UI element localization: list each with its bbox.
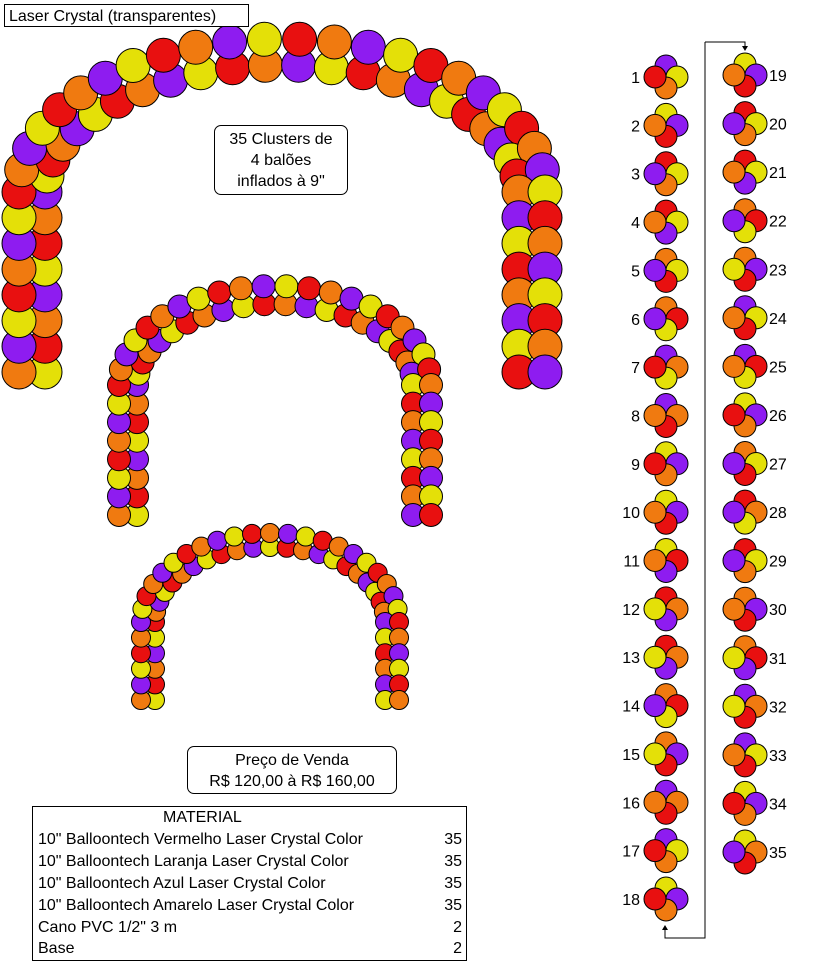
arch-medium xyxy=(108,275,443,527)
cluster-balloon xyxy=(644,743,666,765)
arch-balloon xyxy=(319,281,342,304)
material-qty: 35 xyxy=(444,875,462,892)
material-name: Cano PVC 1/2" 3 m xyxy=(38,919,178,936)
cluster-balloon xyxy=(644,66,666,88)
cluster-note-line1: 35 Clusters de xyxy=(229,131,333,148)
arch-balloon xyxy=(247,22,281,56)
arch-balloon xyxy=(146,38,180,72)
cluster-number: 8 xyxy=(631,408,640,426)
cluster-number: 34 xyxy=(769,796,787,814)
cluster-note-line2: 4 balões xyxy=(250,152,312,169)
material-name: 10" Balloontech Amarelo Laser Crystal Color xyxy=(38,897,355,914)
cluster-balloon xyxy=(644,598,666,620)
arch-balloon xyxy=(317,25,351,59)
cluster-number: 18 xyxy=(622,892,640,909)
cluster-balloon xyxy=(644,308,666,330)
cluster-balloon xyxy=(644,550,666,572)
cluster-number: 24 xyxy=(769,310,787,328)
cluster-balloon xyxy=(644,646,666,668)
arch-balloon xyxy=(420,504,443,527)
cluster-number: 1 xyxy=(631,70,640,87)
cluster-balloon xyxy=(644,791,666,813)
arch-small xyxy=(132,524,409,710)
cluster-number: 4 xyxy=(631,215,640,233)
cluster-number: 21 xyxy=(769,165,787,183)
material-qty: 35 xyxy=(444,831,462,848)
cluster-number: 15 xyxy=(622,746,640,764)
arch-balloon xyxy=(296,527,315,546)
cluster-number: 14 xyxy=(622,698,640,716)
arch-balloon xyxy=(279,524,298,543)
material-row xyxy=(38,873,462,895)
cluster-number: 20 xyxy=(769,116,787,134)
cluster-balloon xyxy=(723,355,745,377)
cluster-number: 2 xyxy=(631,118,640,136)
cluster-balloon xyxy=(723,404,745,426)
material-table xyxy=(32,806,467,961)
cluster-balloon xyxy=(644,405,666,427)
cluster-note xyxy=(214,125,348,195)
cluster-balloon xyxy=(644,163,666,185)
cluster-balloon xyxy=(723,792,745,814)
cluster-number: 22 xyxy=(769,213,787,231)
cluster-number: 32 xyxy=(769,699,787,717)
cluster-balloon xyxy=(644,501,666,523)
material-name: 10" Balloontech Vermelho Laser Crystal Color xyxy=(38,831,363,848)
cluster-balloon xyxy=(644,888,666,910)
cluster-balloon xyxy=(723,64,745,86)
material-title: MATERIAL xyxy=(163,809,242,826)
arch-balloon xyxy=(208,531,227,550)
arch-balloon xyxy=(225,527,244,546)
arch-balloon xyxy=(208,281,231,304)
arch-balloon xyxy=(384,38,418,72)
cluster-number: 28 xyxy=(769,505,787,523)
price-box xyxy=(187,746,397,794)
material-name: 10" Balloontech Laranja Laser Crystal Color xyxy=(38,853,349,870)
cluster-number: 10 xyxy=(622,505,640,523)
cluster-number: 6 xyxy=(631,311,640,329)
cluster-balloon xyxy=(644,356,666,378)
material-row xyxy=(38,851,462,873)
arch-balloon xyxy=(275,275,298,298)
arch-balloon xyxy=(390,691,409,710)
cluster-balloon xyxy=(644,695,666,717)
material-row xyxy=(38,917,462,939)
arch-balloon xyxy=(283,22,317,56)
cluster-balloon xyxy=(723,501,745,523)
cluster-number: 19 xyxy=(769,68,787,85)
arch-balloon xyxy=(351,30,385,64)
cluster-balloon xyxy=(723,210,745,232)
cluster-number: 25 xyxy=(769,359,787,377)
arch-large xyxy=(2,22,562,389)
material-name: Base xyxy=(38,940,75,957)
material-qty: 35 xyxy=(444,897,462,914)
arch-balloon xyxy=(298,277,321,300)
arch-balloon xyxy=(213,25,247,59)
diagram-title: Laser Crystal (transparentes) xyxy=(4,4,249,27)
cluster-number: 27 xyxy=(769,456,787,474)
cluster-balloon xyxy=(723,258,745,280)
arch-balloon xyxy=(179,30,213,64)
cluster-balloon xyxy=(723,453,745,475)
material-row xyxy=(38,895,462,917)
cluster-balloon xyxy=(723,307,745,329)
material-row xyxy=(38,829,462,851)
price-value: R$ 120,00 à R$ 160,00 xyxy=(209,773,375,790)
cluster-number: 17 xyxy=(622,843,640,861)
cluster-balloon xyxy=(723,695,745,717)
cluster-number: 7 xyxy=(631,360,640,378)
cluster-balloon xyxy=(723,113,745,135)
arch-balloon xyxy=(528,355,562,389)
cluster-number: 11 xyxy=(623,553,640,571)
cluster-number: 35 xyxy=(769,845,787,862)
material-row xyxy=(38,938,462,960)
arch-balloon xyxy=(243,524,262,543)
cluster-number: 26 xyxy=(769,407,787,425)
cluster-number: 23 xyxy=(769,262,787,280)
cluster-number: 5 xyxy=(631,263,640,281)
cluster-balloon xyxy=(644,453,666,475)
cluster-number: 3 xyxy=(631,166,640,184)
material-qty: 2 xyxy=(453,940,462,957)
cluster-balloon xyxy=(723,647,745,669)
cluster-balloon xyxy=(723,598,745,620)
cluster-balloon xyxy=(723,550,745,572)
cluster-number: 33 xyxy=(769,747,787,765)
cluster-balloon xyxy=(723,744,745,766)
arch-balloon xyxy=(261,524,280,543)
cluster-balloon xyxy=(644,114,666,136)
cluster-number: 12 xyxy=(622,601,640,619)
material-qty: 2 xyxy=(453,919,462,936)
price-label: Preço de Venda xyxy=(235,752,349,769)
material-name: 10" Balloontech Azul Laser Crystal Color xyxy=(38,875,326,892)
cluster-balloon xyxy=(644,259,666,281)
cluster-note-line3: inflados à 9" xyxy=(237,173,325,190)
arch-balloon xyxy=(252,275,275,298)
cluster-number: 13 xyxy=(622,650,640,668)
material-qty: 35 xyxy=(444,853,462,870)
cluster-number: 29 xyxy=(769,553,787,571)
cluster-number: 16 xyxy=(622,795,640,813)
cluster-balloon xyxy=(723,161,745,183)
cluster-balloon xyxy=(644,840,666,862)
cluster-number: 31 xyxy=(769,650,787,668)
cluster-balloon xyxy=(723,841,745,863)
cluster-number: 9 xyxy=(631,456,640,474)
arch-balloon xyxy=(116,49,150,83)
cluster-number: 30 xyxy=(769,602,787,620)
cluster-balloon xyxy=(644,211,666,233)
arch-balloon xyxy=(230,277,253,300)
arch-balloon xyxy=(187,287,210,310)
